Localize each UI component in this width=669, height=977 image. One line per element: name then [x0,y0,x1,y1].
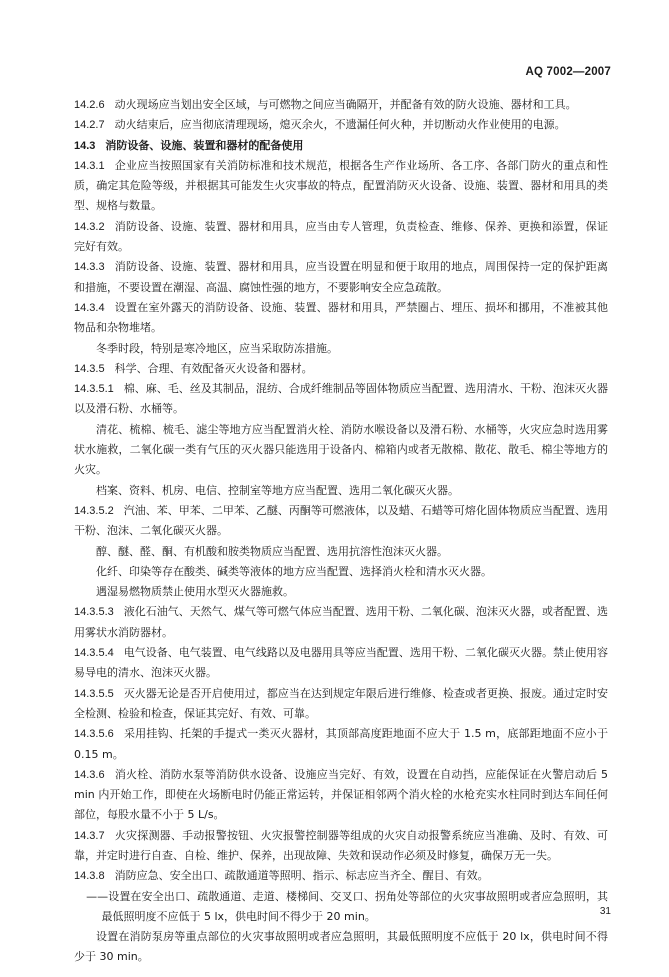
paragraph: 设置在消防泵房等重点部位的火灾事故照明或者应急照明，其最低照明度不应低于 20 lx，供电时间不得少于 30 min。 [74,930,608,964]
paragraph: 醇、醚、醛、酮、有机酸和胺类物质应当配置、选用抗溶性泡沫灭火器。 [96,544,448,558]
clause: 14.2.7 动火结束后，应当彻底清理现场，熄灭余火，不遗漏任何火种，并切断动火作业使用的电源。 [74,118,566,132]
clause: 14.3.3 消防设备、设施、装置、器材和用具，应当设置在明显和便于取用的地点，周围保持一定的保护距离和措施，不要设置在潮湿、高温、腐蚀性强的地方，不要影响安全应急疏散。 [74,260,608,294]
clause: 14.2.6 动火现场应当划出安全区域，与可燃物之间应当确隔开，并配备有效的防火设施、器材和工具。 [74,98,577,111]
standard-code-header: AQ 7002—2007 [525,66,611,78]
clause: 14.3.5.4 电气设备、电气装置、电气线路以及电器用具等应当配置、选用干粉、二氧化碳灭火器。禁止使用容易导电的清水、泡沫灭火器。 [74,646,608,680]
document-body [74,95,608,968]
list-item: ——设置在安全出口、疏散通道、走道、楼梯间、交叉口、拐角处等部位的火灾事故照明或者应急照明，其最低照明度不应低于 5 lx，供电时间不得少于 20 min。 [86,889,608,923]
clause: 14.3.5.3 液化石油气、天然气、煤气等可燃气体应当配置、选用干粉、二氧化碳、泡沫灭火器，或者配置、选用雾状水消防器材。 [74,605,608,639]
paragraph: 冬季时段，特别是寒冷地区，应当采取防冻措施。 [96,341,338,355]
clause: 14.3.2 消防设备、设施、装置、器材和用具，应当由专人管理，负责检查、维修、保养、更换和添置，保证完好有效。 [74,219,608,254]
paragraph: 化纤、印染等存在酸类、碱类等液体的地方应当配置、选择消火栓和清水灭火器。 [96,564,492,578]
clause: 14.3.4 设置在室外露天的消防设备、设施、装置、器材和用具，严禁圈占、埋压、损坏和挪用，不准被其他物品和杂物堆堵。 [74,300,608,335]
paragraph: 档案、资料、机房、电信、控制室等地方应当配置、选用二氧化碳灭火器。 [96,483,459,497]
section-heading: 14.3 消防设备、设施、装置和器材的配备使用 [74,138,304,152]
clause: 14.3.5.1 棉、麻、毛、丝及其制品，混纺、合成纤维制品等固体物质应当配置、选用清水、干粉、泡沫灭火器以及滑石粉、水桶等。 [74,382,608,416]
clause: 14.3.8 消防应急、安全出口、疏散通道等照明、指示、标志应当齐全、醒目、有效。 [74,869,489,883]
clause: 14.3.5 科学、合理、有效配备灭火设备和器材。 [74,361,313,375]
clause: 14.3.6 消火栓、消防水泵等消防供水设备、设施应当完好、有效，设置在自动挡，应能保证在火警启动后 5 min 内开始工作，即使在火场断电时仍能正常运转，并保证相邻两个消火栓的水枪充实水柱同时到达车间任何部位，每股水量不小于 5 L/s。 [74,767,608,822]
clause: 14.3.5.2 汽油、苯、甲苯、二甲苯、乙醚、丙酮等可燃液体，以及蜡、石蜡等可熔化固体物质应当配置、选用干粉、泡沫、二氧化碳灭火器。 [74,503,608,538]
clause: 14.3.5.6 采用挂钩、托架的手提式一类灭火器材，其顶部高度距地面不应大于 1.5 m，底部距地面不应小于 0.15 m。 [74,727,608,761]
clause: 14.3.1 企业应当按照国家有关消防标准和技术规范，根据各生产作业场所、各工序、各部门防火的重点和性质，确定其危险等级，并根据其可能发生火灾事故的特点，配置消防灭火设备、设施、装置、器材和用具的类型、规格与数量。 [74,158,608,213]
paragraph: 清花、梳棉、梳毛、滤尘等地方应当配置消火栓、消防水喉设备以及滑石粉、水桶等，火灾应急时选用雾状水施救，二氧化碳一类有气压的灭火器只能选用于设备内、棉箱内或者无散棉、散花、散毛、棉尘等地方的火灾。 [74,422,608,477]
paragraph: 遇湿易燃物质禁止使用水型灭火器施救。 [96,585,294,599]
page-number: 31 [599,906,611,917]
clause: 14.3.5.5 灭火器无论是否开启使用过，都应当在达到规定年限后进行维修、检查或者更换、报废。通过定时安全检测、检验和检查，保证其完好、有效、可靠。 [74,686,608,720]
clause: 14.3.7 火灾探测器、手动报警按钮、火灾报警控制器等组成的火灾自动报警系统应当准确、及时、有效、可靠，并定时进行自查、自检、维护、保养，出现故障、失效和误动作必须及时修复，确保万无一失。 [74,828,608,862]
